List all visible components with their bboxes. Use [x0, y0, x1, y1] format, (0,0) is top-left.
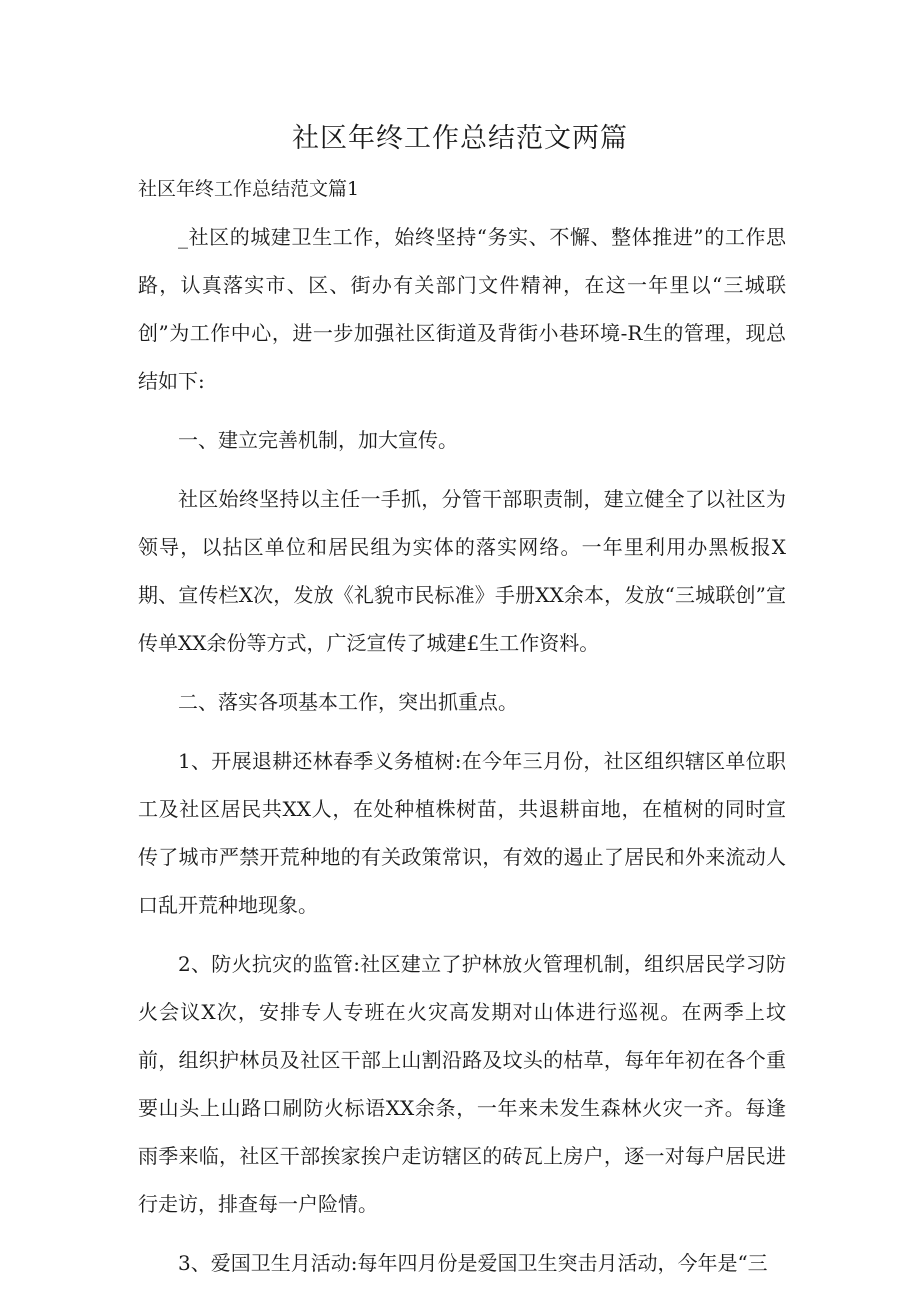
section-heading-2: 二、落实各项基本工作，突出抓重点。: [178, 690, 518, 714]
document-body: [138, 213, 786, 1298]
document-title: 社区年终工作总结范文两篇: [292, 123, 628, 154]
paragraph-item-1: 1、开展退耕还林春季义务植树:在今年三月份，社区组织辖区单位职工及社区居民共XX人，在处种植株树苗，共退耕亩地，在植树的同时宣传了城市严禁开荒种地的有关政策常识，有效的遏止了居民和外来流动人口乱开荒种地现象。: [138, 749, 786, 917]
paragraph-section-1: 社区始终坚持以主任一手抓，分管干部职责制，建立健全了以社区为领导，以拈区单位和居民组为实体的落实网络。一年里利用办黑板报X期、宣传栏X次，发放《礼貌市民标准》手册XX余本，发放“三城联创”宣传单XX余份等方式，广泛宣传了城建£生工作资料。: [138, 487, 786, 655]
section-heading-1: 一、建立完善机制，加大宣传。: [178, 428, 458, 452]
paragraph-intro: _社区的城建卫生工作，始终坚持“务实、不懈、整体推进”的工作思路，认真落实市、区、街办有关部门文件精神，在这一年里以“三城联创”为工作中心，进一步加强社区街道及背街小巷环境-R生的管理，现总结如下:: [138, 225, 786, 393]
document-subtitle: 社区年终工作总结范文篇1: [138, 178, 360, 200]
paragraph-item-3: 3、爱国卫生月活动:每年四月份是爱国卫生突击月活动，今年是“三: [178, 1251, 768, 1275]
paragraph-item-2: 2、防火抗灾的监管:社区建立了护林放火管理机制，组织居民学习防火会议X次，安排专人专班在火灾高发期对山体进行巡视。在两季上坟前，组织护林员及社区干部上山割沿路及坟头的枯草，每年年初在各个重要山头上山路口刷防火标语XX余条，一年来未发生森林火灾一齐。每逢雨季来临，社区干部挨家挨户走访辖区的砖瓦上房户，逐一对每户居民进行走访，排查每一户险情。: [138, 952, 786, 1216]
